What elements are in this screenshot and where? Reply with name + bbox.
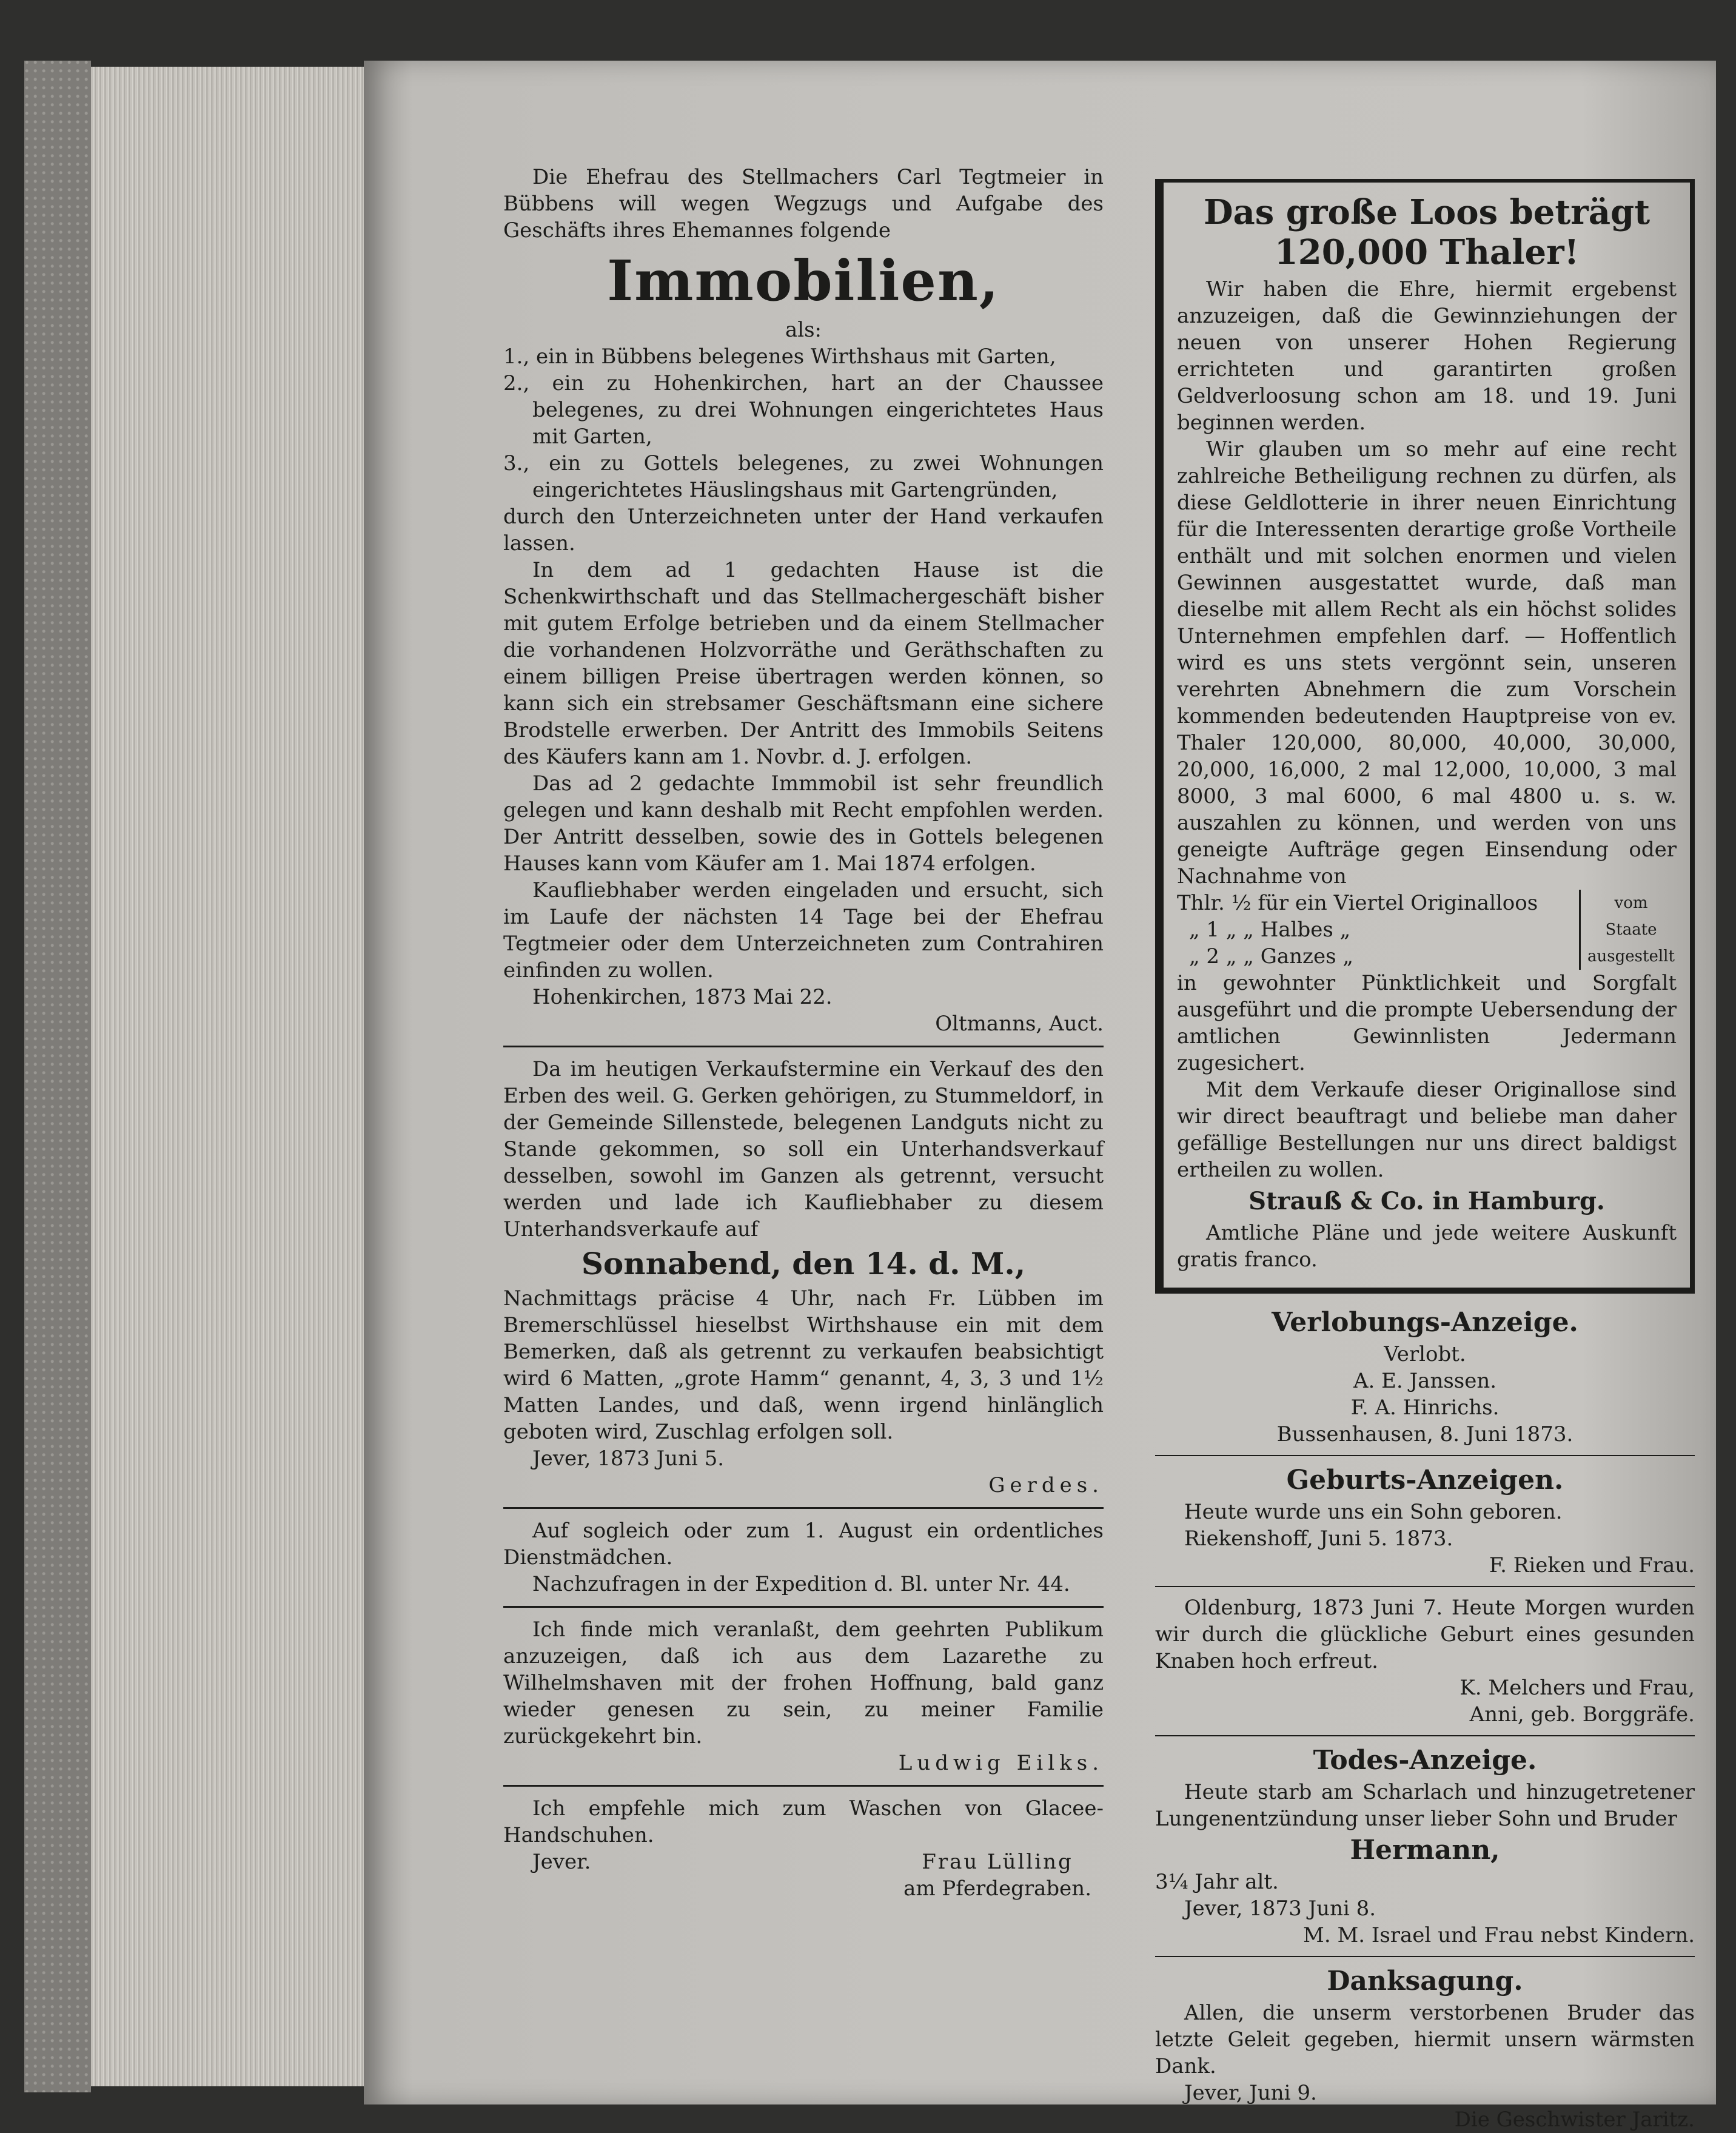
thanks-para: Allen, die unserm verstorbenen Bruder das letzte Geleit gegeben, hiermit unsern wärmsten Dank. xyxy=(1155,2001,1695,2078)
separator-rule xyxy=(1155,1735,1695,1736)
lottery-para-2: Wir glauben um so mehr auf eine recht zahlreiche Betheiligung rechnen zu dürfen, als diese Geldlotterie in ihrer neuen Einrichtung für die Interessenten derartige große Vortheile enthält und mit solchen enormen und vielen Gewinnen ausgestattet wurde, daß man dieselbe mit allem Recht als ein höchst solides Unternehmen empfehlen darf. — Hoffentlich wird es uns stets vergönnt sein, unseren verehrten Abnehmern die zum Vorschein kommenden bedeutenden Hauptpreise von ev. Thaler 120,000, 80,000, 40,000, 30,000, 20,000, 16,000, 2 mal 12,000, 10,000, 3 mal 8000, 3 mal 6000, 6 mal 4800 u. s. w. auszahlen zu können, und werden von uns geneigte Aufträge gegen Einsendung oder Nachnahme von xyxy=(1177,437,1677,888)
glacee-footer xyxy=(503,1849,1104,1902)
death-name: Hermann, xyxy=(1350,1835,1500,1866)
lottery-para-5: Amtliche Pläne und jede weitere Auskunft gratis franco. xyxy=(1177,1221,1677,1272)
glacee-place: Jever. xyxy=(532,1850,591,1874)
book-cover xyxy=(24,61,91,2092)
order-line-1: Thlr. ½ für ein Viertel Originalloos xyxy=(1177,891,1538,915)
birth-2-signature-2: Anni, geb. Borggräfe. xyxy=(1469,1702,1695,1727)
landgut-para: Da im heutigen Verkaufstermine ein Verkauf des den Erben des weil. G. Gerken gehörigen, zu Stummeldorf, in der Gemeinde Sillenstede, belegenen Landguts nicht zu Stande gekommen, so soll ein Unterhandsverkauf desselben, sowohl im Ganzen als getrennt, versucht werden und lade ich Kaufliebhaber zu diesem Unterhandsverkaufe auf xyxy=(503,1057,1104,1241)
birth-title: Geburts-Anzeigen. xyxy=(1286,1465,1564,1496)
immobilien-item-1: 1., ein in Bübbens belegenes Wirthshaus mit Garten, xyxy=(503,344,1056,369)
thanks-signature: Die Geschwister Jaritz. xyxy=(1454,2108,1695,2132)
als-label: als: xyxy=(785,318,822,342)
engagement-subtitle: Verlobt. xyxy=(1384,1342,1466,1366)
landgut-signature: Gerdes. xyxy=(988,1473,1104,1497)
death-title: Todes-Anzeige. xyxy=(1313,1745,1537,1776)
immobilien-para-2: Das ad 2 gedachte Immmobil ist sehr freundlich gelegen und kann deshalb mit Recht empfohlen werden. Der Antritt desselben, sowie des in Gottels belegenen Hauses kann vom Käufer am 1. Mai 1874 erfolgen. xyxy=(503,771,1104,876)
thanks-place: Jever, Juni 9. xyxy=(1184,2081,1317,2105)
left-column xyxy=(503,164,1104,1902)
right-column xyxy=(1155,179,1695,2133)
order-side-1: vom xyxy=(1614,894,1648,912)
birth-2-signature-1: K. Melchers und Frau, xyxy=(1460,1676,1695,1700)
lottery-order-table xyxy=(1177,890,1677,970)
glacee-signature-1: Frau Lülling xyxy=(922,1850,1073,1874)
separator-rule xyxy=(1155,1956,1695,1957)
immobilien-item-2: 2., ein zu Hohenkirchen, hart an der Chaussee belegenes, zu drei Wohnungen eingerichtetes Haus mit Garten, xyxy=(503,371,1104,449)
lottery-amount: 120,000 Thaler! xyxy=(1274,232,1580,272)
lottery-para-1: Wir haben die Ehre, hiermit ergebenst anzuzeigen, daß die Gewinnziehungen der neuen von unserer Hohen Regierung errichteten und garantirten großen Geldverloosung schon am 18. und 19. Juni beginnen werden. xyxy=(1177,277,1677,435)
engagement-place: Bussenhausen, 8. Juni 1873. xyxy=(1276,1422,1573,1446)
immobilien-place-date: Hohenkirchen, 1873 Mai 22. xyxy=(532,985,833,1009)
immobilien-para-1: In dem ad 1 gedachten Hause ist die Schenkwirthschaft und das Stellmachergeschäft bisher mit gutem Erfolge betrieben und da einem Stellmacher die vorhandenen Holzvorräthe und Geräthschaften zu einem billigen Preise übertragen werden können, so kann sich ein strebsamer Geschäftsmann eine sichere Brodstelle erwerben. Der Antritt des Immobils Seitens des Käufers kann am 1. Novbr. d. J. erfolgen. xyxy=(503,558,1104,769)
immobilien-item-3: 3., ein zu Gottels belegenes, zu zwei Wohnungen eingerichtetes Häuslingshaus mit Gartengründen, xyxy=(503,451,1104,502)
lottery-para-3: in gewohnter Pünktlichkeit und Sorgfalt ausgeführt und die prompte Uebersendung der amtlichen Gewinnlisten Jedermann zugesichert. xyxy=(1177,971,1677,1075)
separator-rule xyxy=(503,1046,1104,1047)
landgut-para-2: Nachmittags präcise 4 Uhr, nach Fr. Lübben im Bremerschlüssel hieselbst Wirthshause ein mit dem Bemerken, daß als getrennt zu verkaufen beabsichtigt wird 6 Matten, „grote Hamm“ genannt, 4, 3, 3 und 1½ Matten Landes, und daß, wenn irgend hinlänglich geboten wird, Zuschlag erfolgen soll. xyxy=(503,1286,1104,1444)
immobilien-intro: Die Ehefrau des Stellmachers Carl Tegtmeier in Bübbens will wegen Wegzugs und Aufgabe des Geschäfts ihres Ehemannes folgende xyxy=(503,165,1104,243)
order-line-3: „ 2 „ „ Ganzes „ xyxy=(1189,944,1353,969)
dienstmaedchen-para: Auf sogleich oder zum 1. August ein ordentliches Dienstmädchen. xyxy=(503,1519,1104,1570)
thanks-title: Danksagung. xyxy=(1327,1966,1523,1997)
engagement-title: Verlobungs-Anzeige. xyxy=(1272,1307,1578,1338)
separator-rule xyxy=(503,1785,1104,1787)
dienstmaedchen-para-2: Nachzufragen in der Expedition d. Bl. unter Nr. 44. xyxy=(532,1572,1070,1596)
lottery-ad-box xyxy=(1155,179,1695,1294)
landgut-date-heading: Sonnabend, den 14. d. M., xyxy=(581,1246,1026,1281)
death-place: Jever, 1873 Juni 8. xyxy=(1184,1896,1376,1921)
death-signature: M. M. Israel und Frau nebst Kindern. xyxy=(1303,1923,1695,1947)
birth-1-para: Heute wurde uns ein Sohn geboren. xyxy=(1184,1500,1563,1524)
death-age: 3¼ Jahr alt. xyxy=(1155,1870,1279,1894)
immobilien-signature: Oltmanns, Auct. xyxy=(935,1012,1104,1036)
lottery-firm: Strauß & Co. in Hamburg. xyxy=(1248,1187,1605,1215)
eilks-signature: Ludwig Eilks. xyxy=(898,1751,1104,1775)
separator-rule xyxy=(503,1507,1104,1509)
lottery-para-4: Mit dem Verkaufe dieser Originallose sind wir direct beauftragt und beliebe man daher gefällige Bestellungen nur uns direct baldigst ertheilen zu wollen. xyxy=(1177,1078,1677,1182)
lottery-title: Das große Loos beträgt xyxy=(1203,192,1651,232)
separator-rule xyxy=(1155,1455,1695,1456)
birth-1-place: Riekenshoff, Juni 5. 1873. xyxy=(1184,1527,1453,1551)
separator-rule xyxy=(503,1606,1104,1608)
immobilien-items-tail: durch den Unterzeichneten unter der Hand verkaufen lassen. xyxy=(503,505,1104,556)
birth-1-signature: F. Rieken und Frau. xyxy=(1489,1553,1695,1577)
immobilien-para-3: Kaufliebhaber werden eingeladen und ersucht, sich im Laufe der nächsten 14 Tage bei der Ehefrau Tegtmeier oder dem Unterzeichneten zum Contrahiren einfinden zu wollen. xyxy=(503,878,1104,983)
separator-rule xyxy=(1155,1586,1695,1587)
order-side-2: Staate xyxy=(1605,921,1657,939)
glacee-para: Ich empfehle mich zum Waschen von Glacee-Handschuhen. xyxy=(503,1796,1104,1847)
birth-2-para: Oldenburg, 1873 Juni 7. Heute Morgen wurden wir durch die glückliche Geburt eines gesunden Knaben hoch erfreut. xyxy=(1155,1596,1695,1673)
glacee-signature-2: am Pferdegraben. xyxy=(903,1876,1091,1901)
eilks-para: Ich finde mich veranlaßt, dem geehrten Publikum anzuzeigen, daß ich aus dem Lazarethe zu Wilhelmshaven mit der frohen Hoffnung, bald ganz wieder genesen zu sein, zu meiner Familie zurückgekehrt bin. xyxy=(503,1617,1104,1748)
engagement-name-2: F. A. Hinrichs. xyxy=(1350,1396,1500,1420)
death-para: Heute starb am Scharlach und hinzugetretener Lungenentzündung unser lieber Sohn und Bruder xyxy=(1155,1780,1695,1831)
order-line-2: „ 1 „ „ Halbes „ xyxy=(1189,918,1351,942)
order-side-3: ausgestellt xyxy=(1587,947,1675,966)
engagement-name-1: A. E. Janssen. xyxy=(1353,1369,1497,1393)
immobilien-title: Immobilien, xyxy=(607,248,1000,314)
landgut-place: Jever, 1873 Juni 5. xyxy=(532,1446,725,1471)
